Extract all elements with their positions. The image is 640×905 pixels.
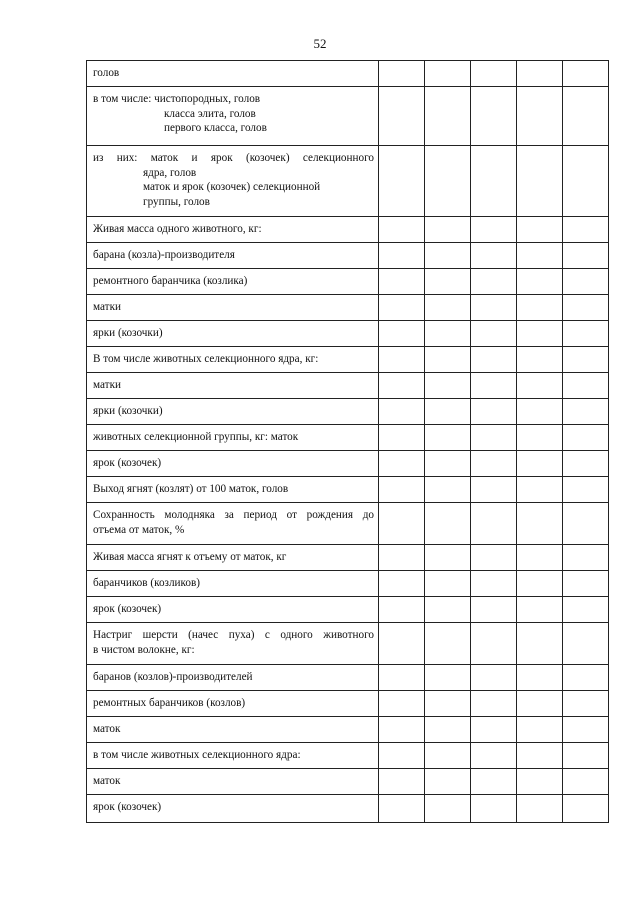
value-cell[interactable] (471, 477, 517, 503)
value-cell[interactable] (563, 743, 609, 769)
table-row (87, 399, 609, 425)
value-cell[interactable] (517, 243, 563, 269)
row-label (87, 545, 379, 571)
value-cell[interactable] (471, 451, 517, 477)
value-cell[interactable] (471, 623, 517, 665)
value-cell[interactable] (379, 545, 425, 571)
value-cell[interactable] (379, 665, 425, 691)
row-label (87, 795, 379, 823)
row-label (87, 743, 379, 769)
row-label (87, 503, 379, 545)
row-label-line: ремонтного баранчика (козлика) (93, 275, 248, 287)
value-cell[interactable] (563, 146, 609, 217)
value-cell[interactable] (563, 503, 609, 545)
value-cell[interactable] (379, 243, 425, 269)
value-cell[interactable] (379, 373, 425, 399)
value-cell[interactable] (517, 571, 563, 597)
table-row (87, 217, 609, 243)
value-cell[interactable] (517, 399, 563, 425)
value-cell[interactable] (379, 321, 425, 347)
value-cell[interactable] (379, 269, 425, 295)
value-cell[interactable] (379, 347, 425, 373)
row-label-line: ярки (козочки) (93, 405, 163, 417)
value-cell[interactable] (563, 321, 609, 347)
row-label (87, 373, 379, 399)
value-cell[interactable] (563, 425, 609, 451)
row-label (87, 321, 379, 347)
page-number: 52 (313, 36, 327, 51)
value-cell[interactable] (517, 217, 563, 243)
value-cell[interactable] (379, 295, 425, 321)
value-cell[interactable] (425, 451, 471, 477)
row-label (87, 769, 379, 795)
row-label (87, 691, 379, 717)
table-row (87, 691, 609, 717)
table-row (87, 545, 609, 571)
value-cell[interactable] (471, 545, 517, 571)
value-cell[interactable] (425, 503, 471, 545)
value-cell[interactable] (517, 769, 563, 795)
value-cell[interactable] (471, 87, 517, 146)
value-cell[interactable] (517, 717, 563, 743)
value-cell[interactable] (425, 243, 471, 269)
row-label (87, 665, 379, 691)
value-cell[interactable] (471, 769, 517, 795)
row-label-line: барана (козла)-производителя (93, 249, 235, 261)
value-cell[interactable] (379, 717, 425, 743)
table-row (87, 295, 609, 321)
value-cell[interactable] (517, 503, 563, 545)
table-row (87, 665, 609, 691)
table-row (87, 769, 609, 795)
row-label (87, 347, 379, 373)
value-cell[interactable] (379, 597, 425, 623)
row-label (87, 597, 379, 623)
row-label (87, 717, 379, 743)
row-label-line: животных селекционной группы, кг: маток (93, 431, 299, 443)
row-label-line: маток (93, 775, 121, 787)
value-cell[interactable] (425, 87, 471, 146)
value-cell[interactable] (425, 269, 471, 295)
row-label-line: ремонтных баранчиков (козлов) (93, 697, 246, 709)
value-cell[interactable] (471, 425, 517, 451)
value-cell[interactable] (471, 269, 517, 295)
value-cell[interactable] (517, 691, 563, 717)
row-label (87, 87, 379, 146)
value-cell[interactable] (379, 743, 425, 769)
row-label-line: группы, голов (143, 195, 210, 208)
value-cell[interactable] (425, 571, 471, 597)
row-label-line: Сохранность молодняка за период от рождения до (93, 509, 374, 521)
row-label-line: матки (93, 301, 121, 313)
value-cell[interactable] (425, 347, 471, 373)
row-label (87, 451, 379, 477)
row-label-line: ядра, голов (143, 166, 197, 179)
row-label (87, 571, 379, 597)
row-label (87, 425, 379, 451)
row-label-line: маток и ярок (козочек) селекционной (143, 181, 321, 194)
value-cell[interactable] (471, 503, 517, 545)
value-cell[interactable] (563, 691, 609, 717)
value-cell[interactable] (517, 373, 563, 399)
value-cell[interactable] (563, 795, 609, 823)
row-label (87, 243, 379, 269)
row-label-line: баранчиков (козликов) (93, 577, 201, 589)
value-cell[interactable] (563, 243, 609, 269)
table-row (87, 451, 609, 477)
row-label (87, 61, 379, 87)
value-cell[interactable] (379, 87, 425, 146)
row-label-line: в том числе: чистопородных, голов (93, 93, 261, 105)
table-row (87, 373, 609, 399)
row-label-line: в чистом волокне, кг: (93, 643, 195, 656)
value-cell[interactable] (425, 665, 471, 691)
value-cell[interactable] (517, 295, 563, 321)
value-cell[interactable] (471, 717, 517, 743)
row-label-line: отъема от маток, % (93, 523, 185, 536)
row-label-line: В том числе животных селекционного ядра, кг: (93, 353, 319, 365)
row-label-line: Живая масса одного животного, кг: (93, 223, 262, 235)
table-row (87, 61, 609, 87)
livestock-indicators-table (86, 60, 609, 823)
value-cell[interactable] (425, 425, 471, 451)
row-label (87, 623, 379, 665)
value-cell[interactable] (563, 477, 609, 503)
row-label-line: в том числе животных селекционного ядра: (93, 749, 301, 761)
value-cell[interactable] (425, 691, 471, 717)
value-cell[interactable] (471, 321, 517, 347)
row-label-line: ярок (козочек) (93, 801, 162, 813)
value-cell[interactable] (425, 146, 471, 217)
value-cell[interactable] (471, 217, 517, 243)
value-cell[interactable] (379, 503, 425, 545)
value-cell[interactable] (425, 717, 471, 743)
value-cell[interactable] (425, 477, 471, 503)
row-label (87, 146, 379, 217)
value-cell[interactable] (563, 295, 609, 321)
table-row (87, 87, 609, 146)
table-row (87, 269, 609, 295)
row-label-line: матки (93, 379, 121, 391)
table-row (87, 321, 609, 347)
value-cell[interactable] (425, 545, 471, 571)
value-cell[interactable] (425, 769, 471, 795)
table-row (87, 477, 609, 503)
value-cell[interactable] (379, 399, 425, 425)
value-cell[interactable] (563, 623, 609, 665)
value-cell[interactable] (379, 217, 425, 243)
value-cell[interactable] (563, 597, 609, 623)
value-cell[interactable] (379, 623, 425, 665)
row-label-line: маток (93, 723, 121, 735)
row-label-line: ярок (козочек) (93, 457, 162, 469)
row-label-line: голов (93, 67, 120, 79)
value-cell[interactable] (517, 545, 563, 571)
value-cell[interactable] (517, 623, 563, 665)
value-cell[interactable] (425, 321, 471, 347)
table-row (87, 623, 609, 665)
row-label (87, 295, 379, 321)
value-cell[interactable] (425, 295, 471, 321)
value-cell[interactable] (563, 217, 609, 243)
value-cell[interactable] (517, 87, 563, 146)
value-cell[interactable] (425, 373, 471, 399)
row-label (87, 399, 379, 425)
value-cell[interactable] (563, 87, 609, 146)
value-cell[interactable] (563, 61, 609, 87)
row-label-line: Настриг шерсти (начес пуха) с одного животного (93, 629, 374, 641)
row-label (87, 477, 379, 503)
value-cell[interactable] (471, 743, 517, 769)
table-row (87, 146, 609, 217)
value-cell[interactable] (379, 61, 425, 87)
table-row (87, 597, 609, 623)
value-cell[interactable] (471, 243, 517, 269)
value-cell[interactable] (517, 597, 563, 623)
value-cell[interactable] (471, 347, 517, 373)
value-cell[interactable] (425, 217, 471, 243)
value-cell[interactable] (563, 571, 609, 597)
value-cell[interactable] (379, 691, 425, 717)
row-label-line: первого класса, голов (164, 122, 267, 135)
value-cell[interactable] (471, 373, 517, 399)
value-cell[interactable] (379, 425, 425, 451)
table-row (87, 503, 609, 545)
value-cell[interactable] (563, 769, 609, 795)
value-cell[interactable] (471, 571, 517, 597)
value-cell[interactable] (471, 61, 517, 87)
value-cell[interactable] (425, 623, 471, 665)
value-cell[interactable] (425, 61, 471, 87)
value-cell[interactable] (379, 451, 425, 477)
value-cell[interactable] (517, 269, 563, 295)
value-cell[interactable] (563, 451, 609, 477)
value-cell[interactable] (517, 61, 563, 87)
value-cell[interactable] (425, 597, 471, 623)
table-row (87, 347, 609, 373)
value-cell[interactable] (517, 795, 563, 823)
table-row (87, 425, 609, 451)
row-label-line: класса элита, голов (164, 107, 256, 120)
value-cell[interactable] (471, 399, 517, 425)
value-cell[interactable] (517, 146, 563, 217)
value-cell[interactable] (517, 743, 563, 769)
value-cell[interactable] (379, 571, 425, 597)
value-cell[interactable] (471, 295, 517, 321)
value-cell[interactable] (379, 477, 425, 503)
row-label-line: ярки (козочки) (93, 327, 163, 339)
value-cell[interactable] (517, 477, 563, 503)
value-cell[interactable] (563, 717, 609, 743)
row-label-line: баранов (козлов)-производителей (93, 671, 253, 683)
table-row (87, 795, 609, 823)
value-cell[interactable] (379, 146, 425, 217)
value-cell[interactable] (517, 451, 563, 477)
value-cell[interactable] (425, 795, 471, 823)
table-row (87, 743, 609, 769)
value-cell[interactable] (517, 425, 563, 451)
value-cell[interactable] (563, 399, 609, 425)
table-row (87, 243, 609, 269)
row-label-line: из них: маток и ярок (козочек) селекционного (93, 152, 374, 164)
value-cell[interactable] (471, 691, 517, 717)
value-cell[interactable] (563, 269, 609, 295)
value-cell[interactable] (563, 665, 609, 691)
row-label (87, 217, 379, 243)
value-cell[interactable] (563, 373, 609, 399)
row-label (87, 269, 379, 295)
value-cell[interactable] (471, 146, 517, 217)
value-cell[interactable] (425, 743, 471, 769)
table-row (87, 717, 609, 743)
value-cell[interactable] (379, 795, 425, 823)
table-row (87, 571, 609, 597)
value-cell[interactable] (379, 769, 425, 795)
value-cell[interactable] (563, 545, 609, 571)
value-cell[interactable] (517, 347, 563, 373)
row-label-line: Живая масса ягнят к отъему от маток, кг (93, 551, 287, 563)
row-label-line: ярок (козочек) (93, 603, 162, 615)
value-cell[interactable] (471, 665, 517, 691)
row-label-line: Выход ягнят (козлят) от 100 маток, голов (93, 483, 289, 495)
value-cell[interactable] (563, 347, 609, 373)
value-cell[interactable] (425, 399, 471, 425)
value-cell[interactable] (517, 665, 563, 691)
value-cell[interactable] (517, 321, 563, 347)
value-cell[interactable] (471, 795, 517, 823)
value-cell[interactable] (471, 597, 517, 623)
